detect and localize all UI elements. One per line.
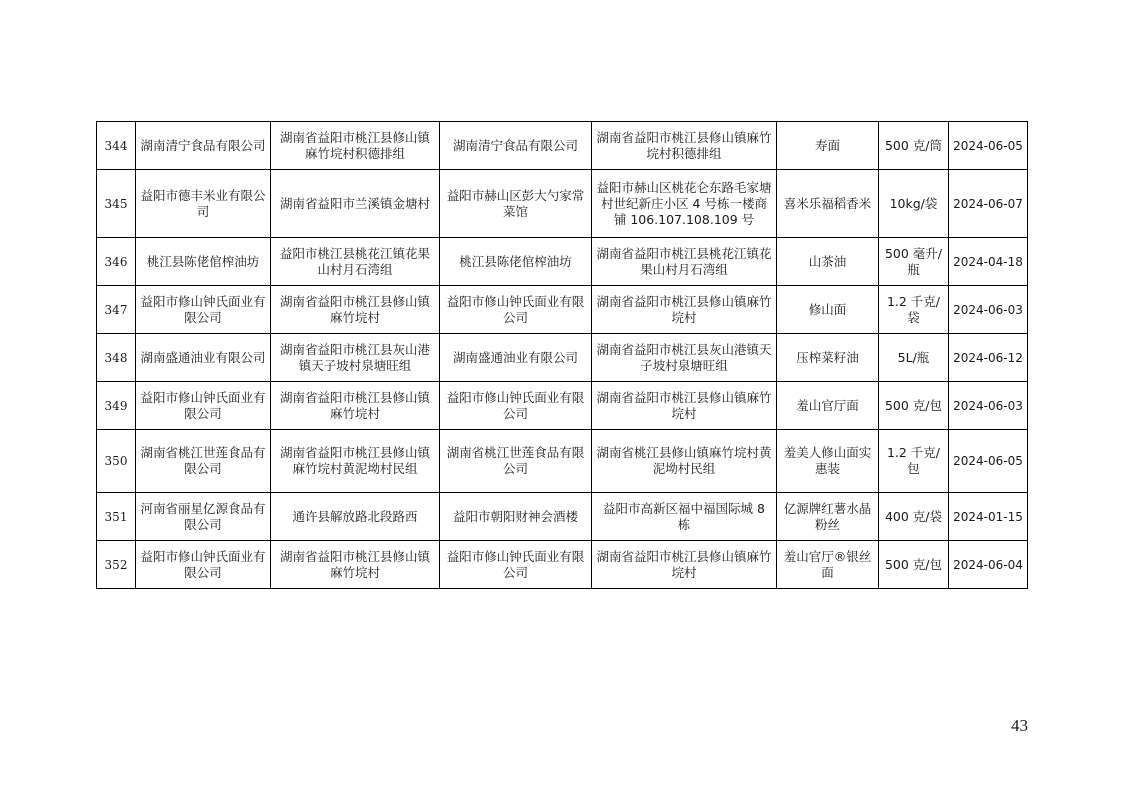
production-date-cell: 2024-04-18 bbox=[949, 238, 1028, 286]
producer-name-cell: 河南省丽星亿源食品有限公司 bbox=[136, 493, 271, 541]
product-spec-cell: 1.2 千克/袋 bbox=[879, 286, 949, 334]
sampled-unit-address-cell: 湖南省益阳市桃江县修山镇麻竹垸村 bbox=[592, 286, 777, 334]
sampled-unit-name-cell: 湖南清宁食品有限公司 bbox=[440, 122, 592, 170]
row-number-cell: 344 bbox=[97, 122, 136, 170]
producer-address-cell: 湖南省益阳市桃江县修山镇麻竹垸村黄泥坳村民组 bbox=[271, 430, 440, 493]
product-spec-cell: 5L/瓶 bbox=[879, 334, 949, 382]
product-spec-cell: 500 克/包 bbox=[879, 382, 949, 430]
sampled-unit-name-cell: 益阳市修山钟氏面业有限公司 bbox=[440, 541, 592, 589]
sampled-unit-address-cell: 湖南省益阳市桃江县修山镇麻竹垸村 bbox=[592, 382, 777, 430]
producer-name-cell: 益阳市修山钟氏面业有限公司 bbox=[136, 286, 271, 334]
producer-address-cell: 湖南省益阳市兰溪镇金塘村 bbox=[271, 170, 440, 238]
row-number-cell: 348 bbox=[97, 334, 136, 382]
production-date-cell: 2024-06-12 bbox=[949, 334, 1028, 382]
production-date-cell: 2024-01-15 bbox=[949, 493, 1028, 541]
producer-name-cell: 湖南省桃江世莲食品有限公司 bbox=[136, 430, 271, 493]
product-name-cell: 羞山官厅®银丝面 bbox=[777, 541, 879, 589]
product-name-cell: 亿源牌红薯水晶粉丝 bbox=[777, 493, 879, 541]
production-date-cell: 2024-06-05 bbox=[949, 122, 1028, 170]
page-number: 43 bbox=[1011, 716, 1028, 735]
sampled-unit-name-cell: 益阳市修山钟氏面业有限公司 bbox=[440, 382, 592, 430]
sampled-unit-name-cell: 益阳市朝阳财神会酒楼 bbox=[440, 493, 592, 541]
product-name-cell: 压榨菜籽油 bbox=[777, 334, 879, 382]
product-name-cell: 寿面 bbox=[777, 122, 879, 170]
product-name-cell: 羞美人修山面实惠装 bbox=[777, 430, 879, 493]
product-name-cell: 羞山官厅面 bbox=[777, 382, 879, 430]
table-row bbox=[97, 382, 1028, 430]
table-row bbox=[97, 430, 1028, 493]
production-date-cell: 2024-06-07 bbox=[949, 170, 1028, 238]
product-spec-cell: 500 克/包 bbox=[879, 541, 949, 589]
sampled-unit-name-cell: 桃江县陈佬倌榨油坊 bbox=[440, 238, 592, 286]
sampled-unit-name-cell: 湖南盛通油业有限公司 bbox=[440, 334, 592, 382]
producer-name-cell: 益阳市修山钟氏面业有限公司 bbox=[136, 382, 271, 430]
sampled-unit-name-cell: 湖南省桃江世莲食品有限公司 bbox=[440, 430, 592, 493]
production-date-cell: 2024-06-03 bbox=[949, 286, 1028, 334]
table-row bbox=[97, 334, 1028, 382]
product-name-cell: 山茶油 bbox=[777, 238, 879, 286]
sampled-unit-address-cell: 湖南省益阳市桃江县灰山港镇天子坡村泉塘旺组 bbox=[592, 334, 777, 382]
table-row bbox=[97, 493, 1028, 541]
producer-address-cell: 湖南省益阳市桃江县修山镇麻竹垸村积德排组 bbox=[271, 122, 440, 170]
table-row bbox=[97, 170, 1028, 238]
sampled-unit-address-cell: 益阳市赫山区桃花仑东路毛家塘村世纪新庄小区 4 号栋一楼商铺 106.107.108.109 号 bbox=[592, 170, 777, 238]
product-spec-cell: 500 克/筒 bbox=[879, 122, 949, 170]
producer-address-cell: 湖南省益阳市桃江县修山镇麻竹垸村 bbox=[271, 541, 440, 589]
row-number-cell: 352 bbox=[97, 541, 136, 589]
sampled-unit-name-cell: 益阳市修山钟氏面业有限公司 bbox=[440, 286, 592, 334]
sampled-unit-address-cell: 湖南省益阳市桃江县修山镇麻竹垸村积德排组 bbox=[592, 122, 777, 170]
production-date-cell: 2024-06-05 bbox=[949, 430, 1028, 493]
table-row bbox=[97, 122, 1028, 170]
table-row bbox=[97, 238, 1028, 286]
producer-address-cell: 湖南省益阳市桃江县修山镇麻竹垸村 bbox=[271, 286, 440, 334]
table-body bbox=[97, 122, 1028, 589]
row-number-cell: 346 bbox=[97, 238, 136, 286]
producer-address-cell: 通许县解放路北段路西 bbox=[271, 493, 440, 541]
row-number-cell: 345 bbox=[97, 170, 136, 238]
producer-name-cell: 湖南清宁食品有限公司 bbox=[136, 122, 271, 170]
sampled-unit-address-cell: 湖南省桃江县修山镇麻竹垸村黄泥坳村民组 bbox=[592, 430, 777, 493]
producer-name-cell: 益阳市德丰米业有限公司 bbox=[136, 170, 271, 238]
sampled-unit-name-cell: 益阳市赫山区彭大勺家常菜馆 bbox=[440, 170, 592, 238]
row-number-cell: 349 bbox=[97, 382, 136, 430]
production-date-cell: 2024-06-03 bbox=[949, 382, 1028, 430]
producer-name-cell: 湖南盛通油业有限公司 bbox=[136, 334, 271, 382]
production-date-cell: 2024-06-04 bbox=[949, 541, 1028, 589]
sampled-unit-address-cell: 益阳市高新区福中福国际城 8 栋 bbox=[592, 493, 777, 541]
row-number-cell: 351 bbox=[97, 493, 136, 541]
product-name-cell: 修山面 bbox=[777, 286, 879, 334]
product-spec-cell: 400 克/袋 bbox=[879, 493, 949, 541]
producer-name-cell: 益阳市修山钟氏面业有限公司 bbox=[136, 541, 271, 589]
producer-name-cell: 桃江县陈佬倌榨油坊 bbox=[136, 238, 271, 286]
table-row bbox=[97, 286, 1028, 334]
row-number-cell: 350 bbox=[97, 430, 136, 493]
sampling-results-table bbox=[96, 121, 1028, 589]
table-row bbox=[97, 541, 1028, 589]
sampled-unit-address-cell: 湖南省益阳市桃江县修山镇麻竹垸村 bbox=[592, 541, 777, 589]
product-spec-cell: 500 毫升/瓶 bbox=[879, 238, 949, 286]
producer-address-cell: 湖南省益阳市桃江县修山镇麻竹垸村 bbox=[271, 382, 440, 430]
product-spec-cell: 1.2 千克/包 bbox=[879, 430, 949, 493]
product-spec-cell: 10kg/袋 bbox=[879, 170, 949, 238]
producer-address-cell: 湖南省益阳市桃江县灰山港镇天子坡村泉塘旺组 bbox=[271, 334, 440, 382]
row-number-cell: 347 bbox=[97, 286, 136, 334]
producer-address-cell: 益阳市桃江县桃花江镇花果山村月石湾组 bbox=[271, 238, 440, 286]
product-name-cell: 喜米乐福稻香米 bbox=[777, 170, 879, 238]
sampled-unit-address-cell: 湖南省益阳市桃江县桃花江镇花果山村月石湾组 bbox=[592, 238, 777, 286]
